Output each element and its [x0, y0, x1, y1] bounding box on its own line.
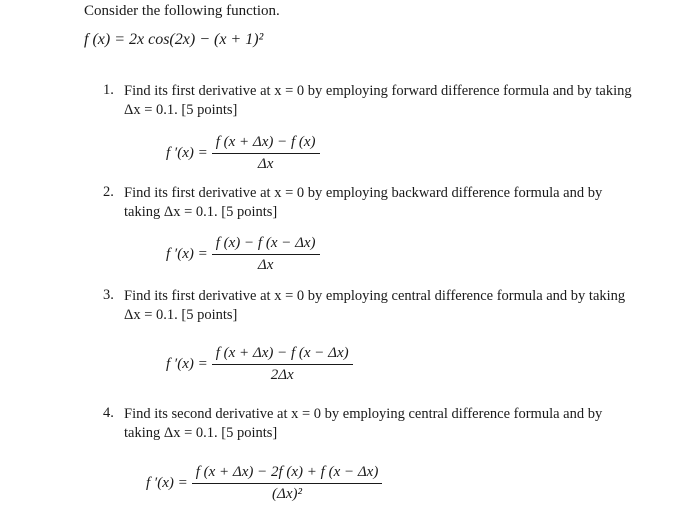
fraction-denominator: (Δx)² — [272, 486, 302, 502]
fraction — [212, 345, 353, 384]
fraction-denominator: 2Δx — [270, 367, 294, 383]
formula-lhs: f ′(x) = — [166, 246, 208, 262]
function-definition: f (x) = 2x cos(2x) − (x + 1)² — [84, 31, 264, 48]
fraction-numerator: f (x + Δx) − 2f (x) + f (x − Δx) — [192, 464, 383, 484]
question-1-number: 1. — [103, 82, 114, 98]
question-3-number: 3. — [103, 287, 114, 303]
question-1-line-2: Δx = 0.1. [5 points] — [124, 102, 238, 118]
question-2-formula — [166, 235, 320, 274]
fraction — [192, 464, 383, 503]
question-2-line-1: Find its first derivative at x = 0 by employing backward difference formula and by — [124, 185, 603, 201]
fraction-numerator: f (x) − f (x − Δx) — [212, 235, 320, 255]
question-3-formula — [166, 345, 353, 384]
fraction-denominator: Δx — [257, 156, 274, 172]
fraction — [212, 134, 320, 173]
fraction-denominator: Δx — [257, 257, 274, 273]
question-2-number: 2. — [103, 184, 114, 200]
intro-text: Consider the following function. — [84, 3, 280, 19]
question-4-text — [124, 405, 602, 443]
formula-lhs: f ′(x) = — [146, 475, 188, 491]
question-2-text — [124, 184, 602, 222]
formula-lhs: f ′(x) = — [166, 145, 208, 161]
question-4-line-1: Find its second derivative at x = 0 by employing central difference formula and by — [124, 406, 603, 422]
question-4-formula — [146, 464, 382, 503]
fraction-numerator: f (x + Δx) − f (x) — [212, 134, 320, 154]
question-1-text — [124, 82, 632, 120]
question-1-line-1: Find its first derivative at x = 0 by employing forward difference formula and by taking — [124, 83, 632, 99]
fraction-numerator: f (x + Δx) − f (x − Δx) — [212, 345, 353, 365]
question-3-line-1: Find its first derivative at x = 0 by employing central difference formula and by taking — [124, 288, 626, 304]
formula-lhs: f ′(x) = — [166, 356, 208, 372]
question-3-text — [124, 287, 625, 325]
question-4-line-2: taking Δx = 0.1. [5 points] — [124, 425, 278, 441]
question-2-line-2: taking Δx = 0.1. [5 points] — [124, 204, 278, 220]
fraction — [212, 235, 320, 274]
question-3-line-2: Δx = 0.1. [5 points] — [124, 307, 238, 323]
question-4-number: 4. — [103, 405, 114, 421]
question-1-formula — [166, 134, 320, 173]
